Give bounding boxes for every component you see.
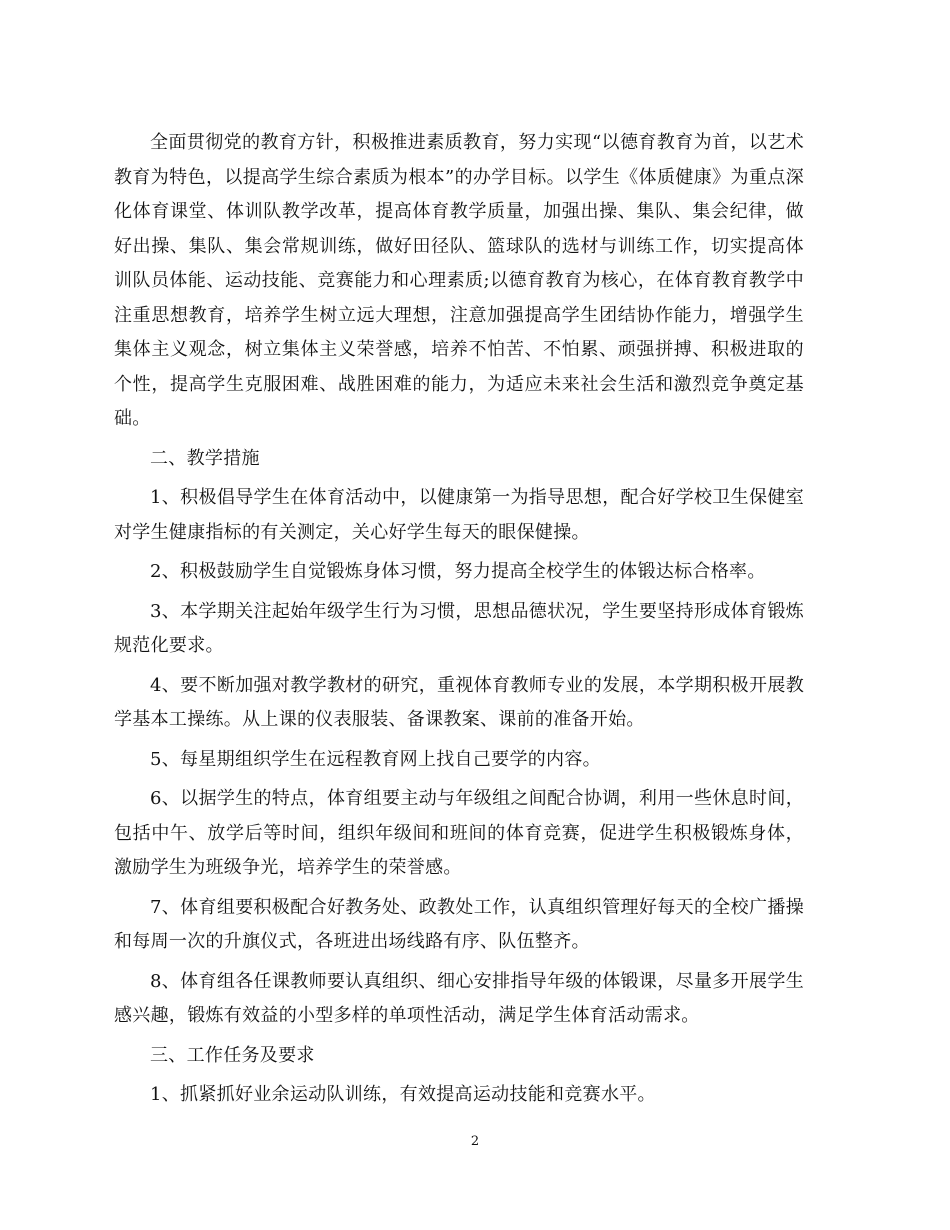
list-item-measure-8: 8、体育组各任课教师要认真组织、细心安排指导年级的体锻课，尽量多开展学生感兴趣，锻炼有效益的小型多样的单项性活动，满足学生体育活动需求。 [114,970,804,1026]
list-item-measure-1: 1、积极倡导学生在体育活动中，以健康第一为指导思想，配合好学校卫生保健室对学生健康指标的有关测定，关心好学生每天的眼保健操。 [114,487,804,543]
section-heading-teaching-measures: 二、教学措施 [150,447,260,469]
list-item-measure-6: 6、以据学生的特点，体育组要主动与年级组之间配合协调，利用一些休息时间，包括中午、放学后等时间，组织年级间和班间的体育竞赛，促进学生积极锻炼身体，激励学生为班级争光，培养学生的荣誉感。 [114,788,804,878]
page-number: 2 [470,1134,480,1149]
paragraph-intro: 全面贯彻党的教育方针，积极推进素质教育，努力实现“以德育教育为首，以艺术教育为特色，以提高学生综合素质为根本”的办学目标。以学生《体质健康》为重点深化体育课堂、体训队教学改革，提高体育教学质量，加强出操、集队、集会纪律，做好出操、集队、集会常规训练，做好田径队、篮球队的选材与训练工作，切实提高体训队员体能、运动技能、竞赛能力和心理素质;以德育教育为核心，在体育教育教学中注重思想教育，培养学生树立远大理想，注意加强提高学生团结协作能力，增强学生集体主义观念，树立集体主义荣誉感，培养不怕苦、不怕累、顽强拼搏、积极进取的个性，提高学生克服困难、战胜困难的能力，为适应未来社会生活和激烈竞争奠定基础。 [114,132,804,429]
list-item-measure-5: 5、每星期组织学生在远程教育网上找自己要学的内容。 [150,748,601,770]
section-heading-tasks: 三、工作任务及要求 [150,1044,315,1066]
list-item-measure-3: 3、本学期关注起始年级学生行为习惯，思想品德状况，学生要坚持形成体育锻炼规范化要求。 [114,600,804,656]
document-body [114,126,804,1118]
list-item-measure-7: 7、体育组要积极配合好教务处、政教处工作，认真组织管理好每天的全校广播操和每周一次的升旗仪式，各班进出场线路有序、队伍整齐。 [114,896,804,952]
list-item-measure-2: 2、积极鼓励学生自觉锻炼身体习惯，努力提高全校学生的体锻达标合格率。 [150,561,766,582]
list-item-measure-4: 4、要不断加强对教学教材的研究，重视体育教师专业的发展，本学期积极开展教学基本工操练。从上课的仪表服装、备课教案、课前的准备开始。 [114,674,804,730]
list-item-task-1: 1、抓紧抓好业余运动队训练，有效提高运动技能和竞赛水平。 [150,1084,656,1105]
